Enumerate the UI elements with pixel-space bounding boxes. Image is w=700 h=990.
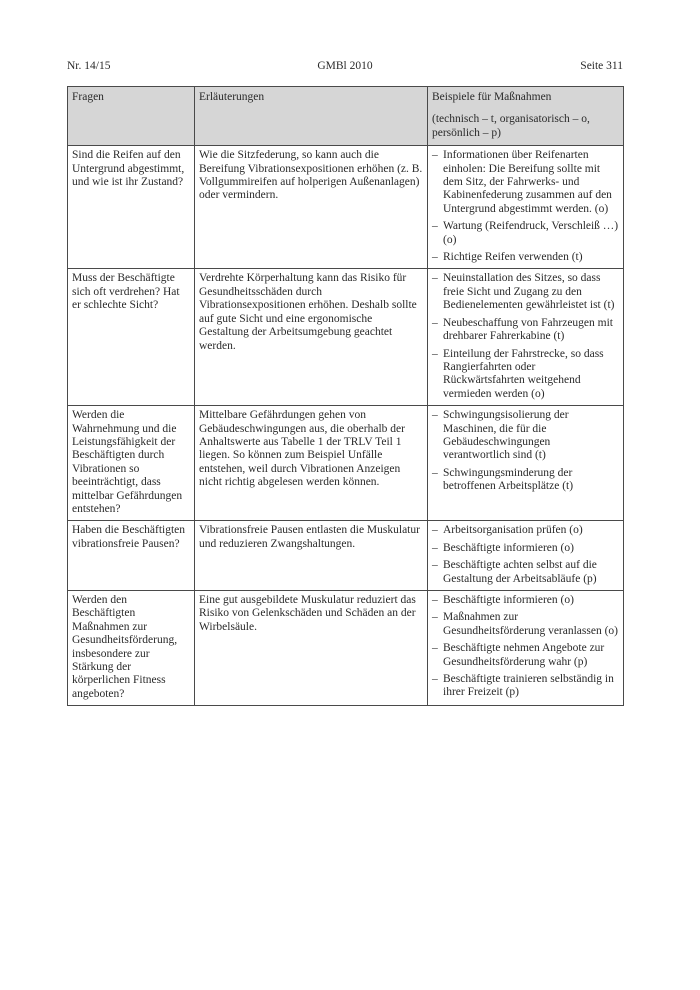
dash-bullet: – xyxy=(432,466,438,479)
measure-text: Schwingungsisolierung der Maschinen, die für die Gebäudeschwingungen verantwortlich sind (t) xyxy=(443,409,569,462)
measure-text: Wartung (Reifendruck, Verschleiß …) (o) xyxy=(443,220,619,246)
measure-item xyxy=(432,611,619,638)
question-cell: Muss der Beschäftigte sich oft verdrehen? Hat er schlechte Sicht? xyxy=(68,269,195,406)
table-row xyxy=(68,591,624,706)
table-row xyxy=(68,269,624,406)
explanation-cell: Vibrationsfreie Pausen entlasten die Muskulatur und reduzieren Zwangshaltungen. xyxy=(195,521,428,591)
question-cell: Haben die Beschäftigten vibrationsfreie Pausen? xyxy=(68,521,195,591)
measure-item xyxy=(432,272,619,312)
measures-list xyxy=(432,594,619,700)
question-cell: Werden den Beschäftigten Maßnahmen zur Gesundheitsförderung, insbesondere zur Stärkung der körperlichen Fitness angeboten? xyxy=(68,591,195,706)
dash-bullet: – xyxy=(432,524,438,537)
measure-item xyxy=(432,542,619,555)
dash-bullet: – xyxy=(432,559,438,572)
measure-text: Beschäftigte achten selbst auf die Gestaltung der Arbeitsabläufe (p) xyxy=(443,559,597,585)
explanation-cell: Eine gut ausgebildete Muskulatur reduziert das Risiko von Gelenkschäden und Schäden an der Wirbelsäule. xyxy=(195,591,428,706)
measure-text: Neubeschaffung von Fahrzeugen mit drehbarer Fahrerkabine (t) xyxy=(443,316,614,343)
measure-item xyxy=(432,409,619,463)
measure-text: Arbeitsorganisation prüfen (o) xyxy=(443,524,583,537)
measure-text: Informationen über Reifenarten einholen: Die Bereifung sollte mit dem Sitz, der Fahrwerks- und Kabinenfederung zusammen auf den Untergrund abgestimmt werden. (o) xyxy=(443,149,612,215)
measure-text: Maßnahmen zur Gesundheitsförderung veranlassen (o) xyxy=(443,611,618,637)
measure-text: Schwingungsminderung der betroffenen Arbeitsplätze (t) xyxy=(443,466,574,493)
measure-text: Beschäftigte trainieren selbständig in ihrer Freizeit (p) xyxy=(443,673,614,699)
issue-number: Nr. 14/15 xyxy=(67,60,111,72)
explanation-cell: Mittelbare Gefährdungen gehen von Gebäudeschwingungen aus, die oberhalb der Anhaltswerte aus Tabelle 1 der TRLV Teil 1 liegen. So können zum Beispiel Unfälle entstehen, weil durch Vibrationen Anzeigen nicht richtig abgelesen werden können. xyxy=(195,406,428,521)
measures-list xyxy=(432,149,619,264)
measure-text: Beschäftigte nehmen Angebote zur Gesundheitsförderung wahr (p) xyxy=(443,642,605,668)
measure-item xyxy=(432,559,619,586)
dash-bullet: – xyxy=(432,220,438,233)
dash-bullet: – xyxy=(432,272,438,285)
measure-item xyxy=(432,317,619,344)
measures-cell xyxy=(428,269,624,406)
measure-text: Beschäftigte informieren (o) xyxy=(443,594,574,606)
dash-bullet: – xyxy=(432,409,438,422)
measures-cell xyxy=(428,521,624,591)
table-row xyxy=(68,521,624,591)
page-number: Seite 311 xyxy=(580,60,623,72)
measures-cell xyxy=(428,146,624,269)
dash-bullet: – xyxy=(432,642,438,655)
header-explanations: Erläuterungen xyxy=(195,87,428,146)
explanation-cell: Wie die Sitzfederung, so kann auch die Bereifung Vibrationsexpositionen erhöhen (z. B. Vollgummireifen auf holperigen Außenanlagen) oder vermindern. xyxy=(195,146,428,269)
table-header-row xyxy=(68,87,624,146)
dash-bullet: – xyxy=(432,673,438,686)
measure-item xyxy=(432,220,619,247)
explanation-cell: Verdrehte Körperhaltung kann das Risiko für Gesundheitsschäden durch Vibrationsexpositionen erhöhen. Deshalb sollte auf gute Sicht und eine ergonomische Gestaltung der Arbeitsumgebung geachtet werden. xyxy=(195,269,428,406)
table-row xyxy=(68,406,624,521)
journal-title: GMBl 2010 xyxy=(317,60,373,72)
measures-table xyxy=(67,86,624,706)
dash-bullet: – xyxy=(432,594,438,606)
measure-item xyxy=(432,149,619,216)
question-cell: Sind die Reifen auf den Untergrund abgestimmt, und wie ist ihr Zustand? xyxy=(68,146,195,269)
measure-text: Beschäftigte informieren (o) xyxy=(443,541,574,554)
measures-cell xyxy=(428,406,624,521)
header-measures-title: Beispiele für Maßnahmen xyxy=(432,91,552,103)
measures-list xyxy=(432,272,619,401)
measures-list xyxy=(432,524,619,586)
measures-list xyxy=(432,409,619,493)
measure-item xyxy=(432,642,619,669)
measure-item xyxy=(432,594,619,607)
header-measures xyxy=(428,87,624,146)
measure-item xyxy=(432,673,619,700)
measure-item xyxy=(432,251,619,264)
question-cell: Werden die Wahrnehmung und die Leistungsfähigkeit der Beschäftigten durch Vibrationen so beeinträchtigt, dass mittelbar Gefährdungen entstehen? xyxy=(68,406,195,521)
table-body xyxy=(68,146,624,706)
measure-item xyxy=(432,524,619,537)
page-header xyxy=(67,60,623,76)
measure-text: Neuinstallation des Sitzes, so dass freie Sicht und Zugang zu den Bedienelementen gewährleistet ist (t) xyxy=(443,272,615,312)
measure-text: Richtige Reifen verwenden (t) xyxy=(443,251,583,264)
dash-bullet: – xyxy=(432,347,438,360)
dash-bullet: – xyxy=(432,149,438,162)
table-row xyxy=(68,146,624,269)
measure-item xyxy=(432,348,619,402)
dash-bullet: – xyxy=(432,316,438,329)
dash-bullet: – xyxy=(432,251,438,264)
measures-cell xyxy=(428,591,624,706)
measure-item xyxy=(432,467,619,494)
header-measures-legend: (technisch – t, organisatorisch – o, persönlich – p) xyxy=(432,113,590,139)
dash-bullet: – xyxy=(432,611,438,624)
header-questions: Fragen xyxy=(68,87,195,146)
dash-bullet: – xyxy=(432,541,438,554)
measure-text: Einteilung der Fahrstrecke, so dass Rangierfahrten oder Rückwärtsfahrten weitgehend vermieden werden (o) xyxy=(443,347,604,400)
